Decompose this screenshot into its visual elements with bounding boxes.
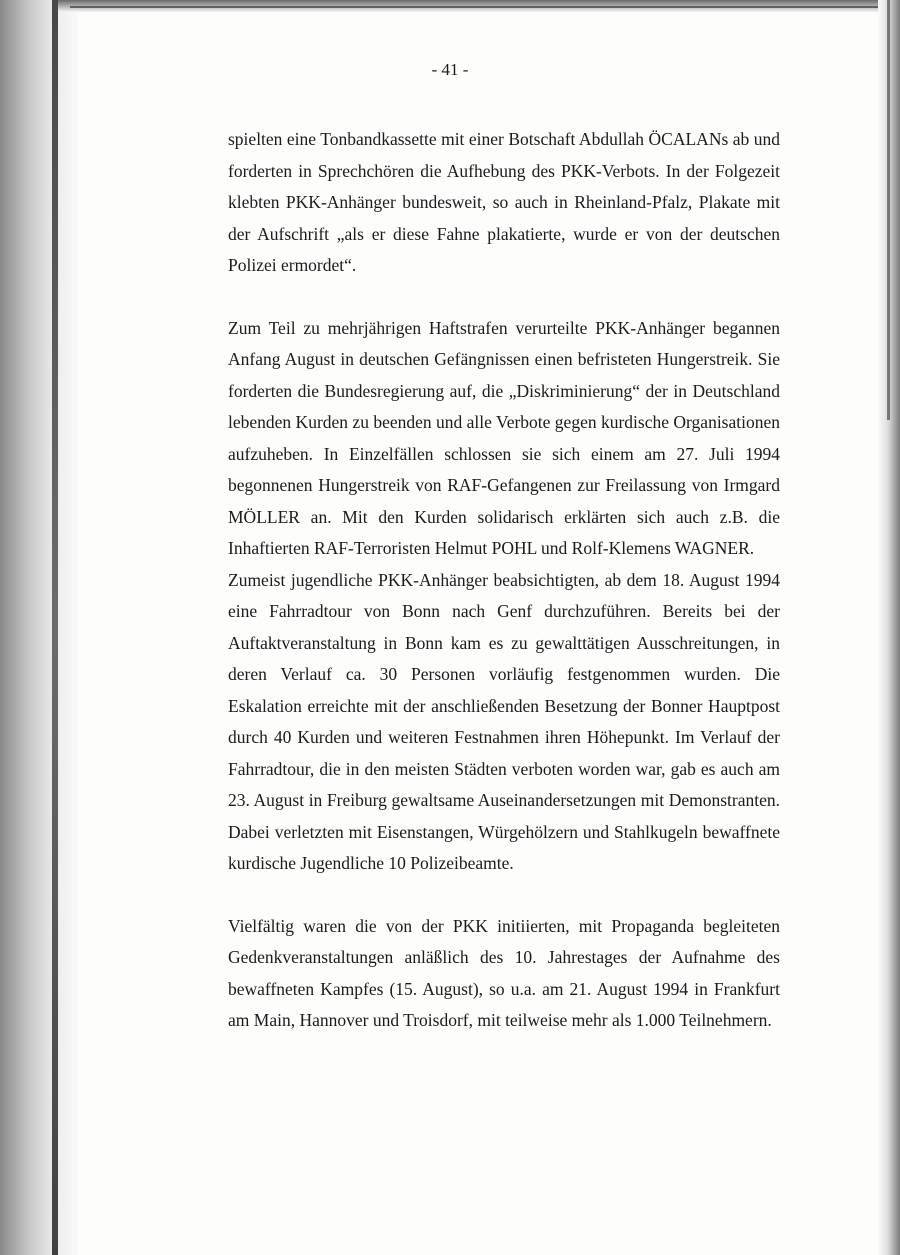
paragraph-commemorations: Vielfältig waren die von der PKK initiierten, mit Propaganda begleiteten Gedenkveranstaltungen anläßlich des 10. Jahrestages der Aufnahme des bewaffneten Kampfes (15. August), so u.a. am 21. August 1994 in Frankfurt am Main, Hannover und Troisdorf, mit teilweise mehr als 1.000 Teilnehmern. [228, 915, 780, 1030]
scan-shadow-left [0, 0, 78, 1255]
page-top-edge [70, 6, 880, 8]
page-number: - 41 - [431, 60, 469, 79]
paragraph-pkk-posters: spielten eine Tonbandkassette mit einer Botschaft Abdullah ÖCALANs ab und forderten in Sprechchören die Aufhebung des PKK-Verbots. In der Folgezeit klebten PKK-Anhänger bundesweit, so auch in Rheinland-Pfalz, Plakate mit der Aufschrift „als er diese Fahne plakatierte, wurde er von der deutschen Polizei ermordet“. [228, 129, 780, 275]
paragraph-hunger-strike: Zum Teil zu mehrjährigen Haftstrafen verurteilte PKK-Anhänger begannen Anfang August in deutschen Gefängnissen einen befristeten Hungerstreik. Sie forderten die Bundesregierung auf, die „Diskriminierung“ der in Deutschland lebenden Kurden zu beenden und alle Verbote gegen kurdische Organisationen aufzuheben. In Einzelfällen schlossen sie sich einem am 27. Juli 1994 begonnenen Hungerstreik von RAF-Gefangenen zur Freilassung von Irmgard MÖLLER an. Mit den Kurden solidarisch erklärten sich auch z.B. die Inhaftierten RAF-Terroristen Helmut POHL und Rolf-Klemens WAGNER. [228, 317, 780, 558]
binding-edge [52, 0, 58, 1255]
paragraph-bicycle-tour: Zumeist jugendliche PKK-Anhänger beabsichtigten, ab dem 18. August 1994 eine Fahrradtour von Bonn nach Genf durchzuführen. Bereits bei der Auftaktveranstaltung in Bonn kam es zu gewalttätigen Ausschreitungen, in deren Verlauf ca. 30 Personen vorläufig festgenommen wurden. Die Eskalation erreichte mit der anschließenden Besetzung der Bonner Hauptpost durch 40 Kurden und weiteren Festnahmen ihren Höhepunkt. Im Verlauf der Fahrradtour, die in den meisten Städten verboten worden war, gab es auch am 23. August in Freiburg gewaltsame Auseinandersetzungen mit Demonstranten. Dabei verletzten mit Eisenstangen, Würgehölzern und Stahlkugeln bewaffnete kurdische Jugendliche 10 Polizeibeamte. [228, 569, 780, 873]
document-body [228, 124, 780, 1037]
